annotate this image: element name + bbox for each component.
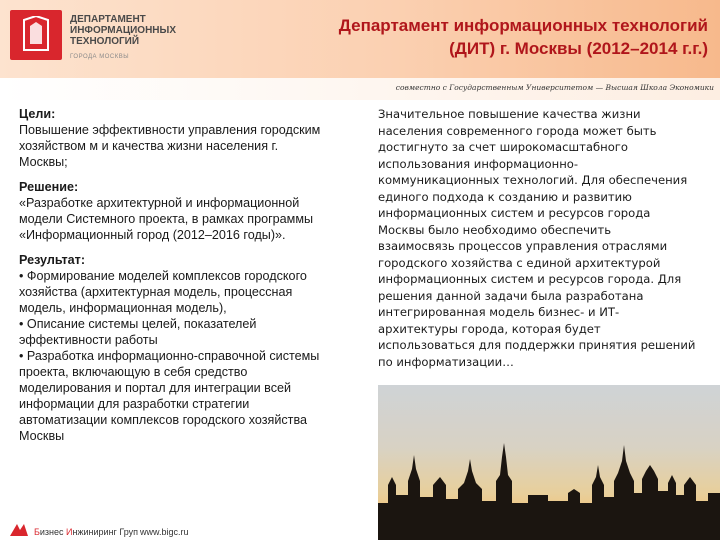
body-line: коммуникационных технологий. Для обеспечения [378, 173, 688, 187]
solution-section [19, 179, 371, 243]
company-logo-icon [8, 522, 30, 538]
footer-company [34, 527, 138, 537]
body-line: интегрированная модель бизнес- и ИТ- [378, 305, 620, 319]
goals-line: Повышение эффективности управления городским [19, 123, 321, 137]
left-column [19, 106, 371, 453]
result-section [19, 252, 371, 444]
goals-heading: Цели: [19, 107, 56, 121]
solution-heading: Решение: [19, 180, 79, 194]
dit-logo-icon [10, 10, 62, 60]
logo-line: ТЕХНОЛОГИЙ [70, 36, 140, 47]
page-title [248, 14, 708, 60]
body-line: информационных систем и ресурсов города [378, 206, 651, 220]
body-line: Значительное повышение качества жизни [378, 107, 641, 121]
body-line: единого подхода к созданию и развитию [378, 189, 632, 204]
solution-line: модели Системного проекта, в рамках программы [19, 212, 314, 226]
result-line: • Разработка информационно-справочной системы [19, 349, 320, 363]
footer-url-link[interactable]: www.bigc.ru [140, 527, 189, 537]
result-line: Москвы [19, 429, 65, 443]
body-line: по информатизации… [378, 354, 514, 369]
result-line: проекта, включающую в себя средство [19, 365, 248, 379]
logo-text [70, 14, 220, 47]
body-line: архитектуры города, которая будет [378, 321, 601, 336]
result-line: информации для разработки стратегии [19, 397, 250, 411]
footer-word-part: изнес [39, 527, 67, 537]
goals-line: хозяйством м и качества жизни населения г. [19, 139, 279, 153]
result-line: эффективности работы [19, 333, 158, 347]
logo-line: ИНФОРМАЦИОННЫХ [70, 25, 176, 36]
footer-word-part: нжиниринг Г [72, 527, 124, 537]
solution-line: «Информационный город (2012–2016 годы)». [19, 228, 286, 242]
body-line: использования информационно- [378, 156, 579, 171]
moscow-skyline-photo [378, 385, 720, 540]
result-heading: Результат: [19, 253, 86, 267]
body-line: населения современного города может быть [378, 123, 657, 138]
body-line: решения данной задачи была разработана [378, 288, 644, 303]
body-line: использоваться для поддержки принятия решений [378, 338, 696, 352]
logo-subtext: ГОРОДА МОСКВЫ [70, 54, 130, 60]
goals-section [19, 106, 371, 170]
goals-line: Москвы; [19, 155, 68, 169]
right-column [378, 106, 713, 370]
title-line: Департамент информационных технологий [338, 16, 708, 35]
footer-letter-i: И [66, 527, 73, 537]
page-subtitle: совместно с Государственным Университетом — Высшая Школа Экономики [395, 83, 714, 92]
body-line: городского хозяйства с единой архитектурой [378, 255, 661, 270]
footer-letter-b: Б [34, 527, 40, 537]
result-line: автоматизации комплексов городского хозяйства [19, 413, 308, 427]
result-line: моделирования и портал для интеграции всей [19, 381, 292, 395]
body-line: взаимосвязь процессов управления отраслями [378, 239, 668, 253]
solution-line: «Разработке архитектурной и информационной [19, 196, 300, 210]
footer-word-part: руп [123, 527, 138, 537]
result-line: модель, информационная модель), [19, 301, 227, 315]
result-line: хозяйства (архитектурная модель, процессная [19, 285, 293, 299]
logo-line: ДЕПАРТАМЕНТ [70, 14, 146, 25]
body-line: достигнуто за счет широкомасштабного [378, 140, 628, 154]
body-line: информационных систем и ресурсов города. Для [378, 272, 682, 286]
body-line: Москвы было необходимо обеспечить [378, 222, 612, 237]
result-line: • Формирование моделей комплексов городского [19, 269, 307, 283]
title-line: (ДИТ) г. Москвы (2012–2014 г.г.) [449, 39, 708, 58]
result-line: • Описание системы целей, показателей [19, 317, 257, 331]
